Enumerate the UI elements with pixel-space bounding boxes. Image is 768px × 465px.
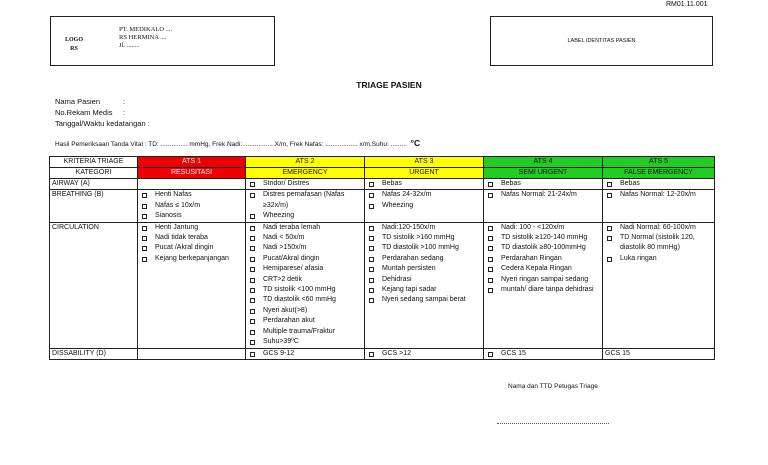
criteria-item[interactable] [367, 190, 481, 200]
cell-ats3 [365, 190, 484, 222]
header-category: KATEGORI [50, 168, 138, 179]
cell-ats5 [603, 190, 715, 222]
company-name: PT. MEDIKALO .... [119, 26, 173, 33]
criteria-item[interactable] [140, 190, 243, 200]
checkbox-icon[interactable] [369, 246, 374, 251]
criteria-item[interactable] [367, 254, 481, 264]
hospital-header-box [50, 16, 275, 66]
criteria-text: GCS 9-12 [263, 349, 295, 357]
header-ats5: ATS 5 [603, 157, 715, 168]
checkbox-icon[interactable] [142, 204, 147, 209]
hospital-logo [65, 36, 83, 54]
row-label: DISSABILITY (D) [50, 348, 138, 359]
criteria-text: CRT>2 detik [263, 275, 302, 283]
signature-label: Nama dan TTD Petugas Triage [508, 383, 598, 390]
criteria-text: Henti Nafas [155, 191, 192, 199]
criteria-text: Nyeri ringan sampai sedang [501, 275, 589, 283]
criteria-item[interactable] [367, 264, 481, 274]
criteria-item[interactable] [486, 190, 600, 200]
checkbox-icon[interactable] [369, 352, 374, 357]
cell-ats2 [246, 190, 365, 222]
criteria-text: TD diastolik >100 mmHg [382, 244, 459, 252]
cell-ats4 [484, 179, 603, 190]
criteria-item[interactable] [486, 243, 600, 253]
criteria-text: Sianosis [155, 212, 182, 220]
criteria-item[interactable] [367, 295, 481, 305]
category-urgent: URGENT [365, 168, 484, 179]
criteria-text: Pucat/Akral dingin [263, 254, 320, 262]
criteria-item[interactable] [140, 223, 243, 233]
criteria-text: Stridor/ Distres [263, 180, 310, 187]
criteria-item[interactable] [248, 223, 362, 233]
checkbox-icon[interactable] [607, 257, 612, 262]
criteria-text: Multiple trauma/Fraktur [263, 327, 335, 335]
checkbox-icon[interactable] [488, 193, 493, 198]
criteria-item[interactable] [367, 349, 481, 359]
criteria-item[interactable] [486, 233, 600, 243]
row-disability [50, 348, 715, 359]
criteria-text: Dehidrasi [382, 275, 412, 283]
criteria-item[interactable] [486, 223, 600, 233]
cell-ats1 [138, 348, 246, 359]
cell-ats4 [484, 190, 603, 222]
criteria-text: Nadi teraba lemah [263, 223, 321, 231]
criteria-item[interactable] [367, 201, 481, 211]
criteria-text: Nadi < 50x/m [263, 234, 305, 242]
checkbox-icon[interactable] [250, 278, 255, 283]
header-ats4: ATS 4 [484, 157, 603, 168]
cell-ats1 [138, 179, 246, 190]
checkbox-icon[interactable] [488, 352, 493, 357]
criteria-text: Distres pernafasan (Nafas ≥32x/m) [263, 191, 345, 209]
criteria-text: TD sistolik ≥120-140 mmHg [501, 234, 588, 242]
cell-ats2 [246, 179, 365, 190]
header-ats1: ATS 1 [138, 157, 246, 168]
patient-label-text: LABEL IDENTITAS PASIEN [567, 38, 636, 44]
field-medical-record[interactable] [55, 107, 150, 118]
checkbox-icon[interactable] [488, 267, 493, 272]
checkbox-icon[interactable] [488, 246, 493, 251]
checkbox-icon[interactable] [250, 352, 255, 357]
criteria-text: Nadi >150x/m [263, 244, 307, 252]
criteria-item[interactable] [248, 264, 362, 274]
criteria-text: Wheezing [263, 212, 295, 220]
criteria-item[interactable] [486, 285, 600, 295]
category-resusitasi: RESUSITASI [138, 168, 246, 179]
checkbox-icon[interactable] [607, 193, 612, 198]
hospital-address: Jl. ........ [119, 42, 140, 49]
criteria-text: Hemiparese/ afasia [263, 265, 324, 273]
checkbox-icon[interactable] [250, 267, 255, 272]
row-breathing [50, 190, 715, 222]
page-title: TRIAGE PASIEN [356, 80, 422, 90]
criteria-text: Muntah persisten [382, 265, 436, 273]
criteria-text: GCS 15 [501, 349, 526, 357]
checkbox-icon[interactable] [142, 236, 147, 241]
company-info [119, 26, 172, 50]
patient-fields [55, 96, 150, 129]
header-ats2: ATS 2 [246, 157, 365, 168]
checkbox-icon[interactable] [250, 226, 255, 231]
field-label: Tanggal/Waktu kedatangan : [55, 119, 150, 128]
criteria-item[interactable] [248, 243, 362, 253]
criteria-text: muntah/ diare tanpa dehidrasi [501, 286, 594, 294]
criteria-item[interactable] [367, 285, 481, 295]
criteria-item[interactable] [248, 211, 362, 221]
criteria-item[interactable] [248, 179, 362, 189]
criteria-text: Wheezing [382, 201, 414, 209]
checkbox-icon[interactable] [250, 309, 255, 314]
field-value: : [123, 97, 126, 106]
hospital-name: RS HERMINA .... [119, 34, 167, 41]
category-emergency: EMERGENCY [246, 168, 365, 179]
logo-text-line2: RS [70, 46, 78, 52]
criteria-item[interactable] [140, 201, 243, 211]
criteria-text: Kejang tapi sadar [382, 286, 437, 294]
checkbox-icon[interactable] [488, 278, 493, 283]
criteria-text: TD diastolik ≥80-100mmHg [501, 244, 586, 252]
criteria-text: Nyeri akut(>8) [263, 306, 308, 314]
checkbox-icon[interactable] [488, 288, 493, 293]
criteria-text: Kejang berkepanjangan [155, 254, 229, 262]
checkbox-icon[interactable] [369, 236, 374, 241]
logo-text-line1: LOGO [65, 37, 84, 43]
checkbox-icon[interactable] [250, 298, 255, 303]
checkbox-icon[interactable] [250, 193, 255, 198]
row-circulation [50, 222, 715, 348]
patient-label-box [490, 16, 713, 66]
checkbox-icon[interactable] [369, 204, 374, 209]
category-false-emergency: FALSE EMERGENCY [603, 168, 715, 179]
checkbox-icon[interactable] [142, 193, 147, 198]
checkbox-icon[interactable] [250, 288, 255, 293]
checkbox-icon[interactable] [142, 226, 147, 231]
criteria-item[interactable] [486, 179, 600, 189]
checkbox-icon[interactable] [369, 298, 374, 303]
checkbox-icon[interactable] [250, 340, 255, 345]
criteria-item[interactable] [140, 233, 243, 243]
checkbox-icon[interactable] [250, 236, 255, 241]
criteria-item[interactable] [248, 275, 362, 285]
criteria-item[interactable] [248, 316, 362, 326]
checkbox-icon[interactable] [488, 257, 493, 262]
criteria-item[interactable] [140, 243, 243, 253]
cell-ats3 [365, 222, 484, 348]
header-ats3: ATS 3 [365, 157, 484, 168]
criteria-text: Perdarahan akut [263, 317, 315, 325]
checkbox-icon[interactable] [369, 182, 374, 187]
criteria-item[interactable] [367, 233, 481, 243]
criteria-item[interactable] [248, 254, 362, 264]
header-criteria: KRITERIA TRIAGE [50, 157, 138, 168]
cell-ats1 [138, 190, 246, 222]
criteria-item[interactable] [605, 254, 712, 264]
checkbox-icon[interactable] [488, 226, 493, 231]
checkbox-icon[interactable] [142, 257, 147, 262]
signature-line[interactable] [497, 422, 609, 424]
checkbox-icon[interactable] [607, 182, 612, 187]
header-row-category [50, 168, 715, 179]
criteria-text: TD sistolik <100 mmHg [263, 286, 336, 294]
criteria-text: Bebas [382, 180, 402, 187]
checkbox-icon[interactable] [488, 236, 493, 241]
triage-table [49, 156, 715, 360]
criteria-text: Cedera Kepala Ringan [501, 265, 572, 273]
criteria-text: Perdarahan Ringan [501, 254, 562, 262]
criteria-item[interactable] [140, 254, 243, 264]
criteria-text: Luka ringan [620, 254, 657, 262]
criteria-text: GCS >12 [382, 349, 411, 357]
criteria-item[interactable] [605, 190, 712, 200]
criteria-text: Bebas [501, 180, 521, 187]
category-semi-urgent: SEMI URGENT [484, 168, 603, 179]
checkbox-icon[interactable] [369, 267, 374, 272]
cell-ats3 [365, 348, 484, 359]
checkbox-icon[interactable] [488, 182, 493, 187]
cell-ats2 [246, 348, 365, 359]
row-label: AIRWAY (A) [50, 179, 138, 190]
criteria-item[interactable] [486, 349, 600, 359]
checkbox-icon[interactable] [369, 288, 374, 293]
cell-ats4 [484, 348, 603, 359]
criteria-text: Nafas Normal: 21-24x/m [501, 191, 577, 199]
criteria-text: TD Normal (sistolik 120, diastolik 80 mmHg) [620, 234, 695, 252]
row-label: BREATHING (B) [50, 190, 138, 222]
field-value: : [123, 108, 126, 117]
checkbox-icon[interactable] [369, 257, 374, 262]
temperature-unit: °C [410, 138, 421, 148]
criteria-item[interactable] [605, 233, 712, 254]
checkbox-icon[interactable] [250, 319, 255, 324]
criteria-text: Nadi:120-150x/m [382, 223, 436, 231]
criteria-text: Perdarahan sedang [382, 254, 444, 262]
criteria-item[interactable] [486, 254, 600, 264]
cell-ats2 [246, 222, 365, 348]
cell-ats5 [603, 222, 715, 348]
criteria-item[interactable] [605, 223, 712, 233]
cell-ats5 [603, 179, 715, 190]
criteria-text: Nyeri sedang sampai berat [382, 296, 466, 304]
criteria-item[interactable] [248, 233, 362, 243]
criteria-item[interactable] [248, 337, 362, 347]
checkbox-icon[interactable] [369, 193, 374, 198]
criteria-text: Bebas [620, 180, 640, 187]
checkbox-icon[interactable] [142, 214, 147, 219]
checkbox-icon[interactable] [250, 214, 255, 219]
criteria-item[interactable] [248, 349, 362, 359]
checkbox-icon[interactable] [250, 257, 255, 262]
criteria-item[interactable] [486, 275, 600, 285]
criteria-item[interactable] [248, 306, 362, 316]
vital-signs-text: Hasil Pemeriksaan Tanda Vital : TD: ............... mmHg, Frek Nadi: ................ X/m, Frek Nafas: .................. x/m,Suhu: ......... [55, 141, 407, 148]
criteria-text: Nadi Normal: 60-100x/m [620, 223, 696, 231]
checkbox-icon[interactable] [369, 278, 374, 283]
cell-ats1 [138, 222, 246, 348]
document-code: RM01.11.001 [666, 1, 708, 8]
criteria-text: Nafas 24-32x/m [382, 191, 432, 199]
checkbox-icon[interactable] [607, 236, 612, 241]
criteria-item[interactable] [248, 327, 362, 337]
criteria-text: Nafas ≤ 10x/m [155, 201, 201, 209]
criteria-item[interactable] [248, 190, 362, 211]
criteria-item[interactable] [248, 285, 362, 295]
checkbox-icon[interactable] [142, 246, 147, 251]
criteria-item[interactable] [367, 223, 481, 233]
checkbox-icon[interactable] [369, 226, 374, 231]
criteria-item[interactable] [486, 264, 600, 274]
criteria-text: TD diastolik <60 mmHg [263, 296, 336, 304]
header-row-criteria [50, 157, 715, 168]
field-arrival-time[interactable] [55, 118, 150, 129]
row-label: CIRCULATION [50, 222, 138, 348]
criteria-text: Pucat /Akral dingin [155, 244, 214, 252]
criteria-item[interactable] [367, 179, 481, 189]
cell-ats3 [365, 179, 484, 190]
criteria-item[interactable] [367, 243, 481, 253]
checkbox-icon[interactable] [607, 226, 612, 231]
criteria-item[interactable] [140, 211, 243, 221]
criteria-text: Nadi tidak teraba [155, 234, 208, 242]
cell-ats4 [484, 222, 603, 348]
criteria-text: Henti Jantung [155, 223, 199, 231]
criteria-text: Nadi: 100 - <120x/m [501, 223, 565, 231]
criteria-text: Nafas Normal: 12-20x/m [620, 191, 696, 199]
field-label: No.Rekam Medis [55, 108, 113, 117]
criteria-text: TD sistolik >160 mmHg [382, 234, 455, 242]
checkbox-icon[interactable] [250, 182, 255, 187]
criteria-item[interactable] [367, 275, 481, 285]
vital-signs-line[interactable] [55, 138, 420, 148]
checkbox-icon[interactable] [250, 330, 255, 335]
criteria-item[interactable] [248, 295, 362, 305]
field-label: Nama Pasien [55, 97, 101, 106]
row-airway [50, 179, 715, 190]
cell-ats5: GCS 15 [603, 348, 715, 359]
criteria-item[interactable] [605, 179, 712, 189]
field-patient-name[interactable] [55, 96, 150, 107]
checkbox-icon[interactable] [250, 246, 255, 251]
criteria-text: Suhu>39ºC [263, 338, 299, 346]
